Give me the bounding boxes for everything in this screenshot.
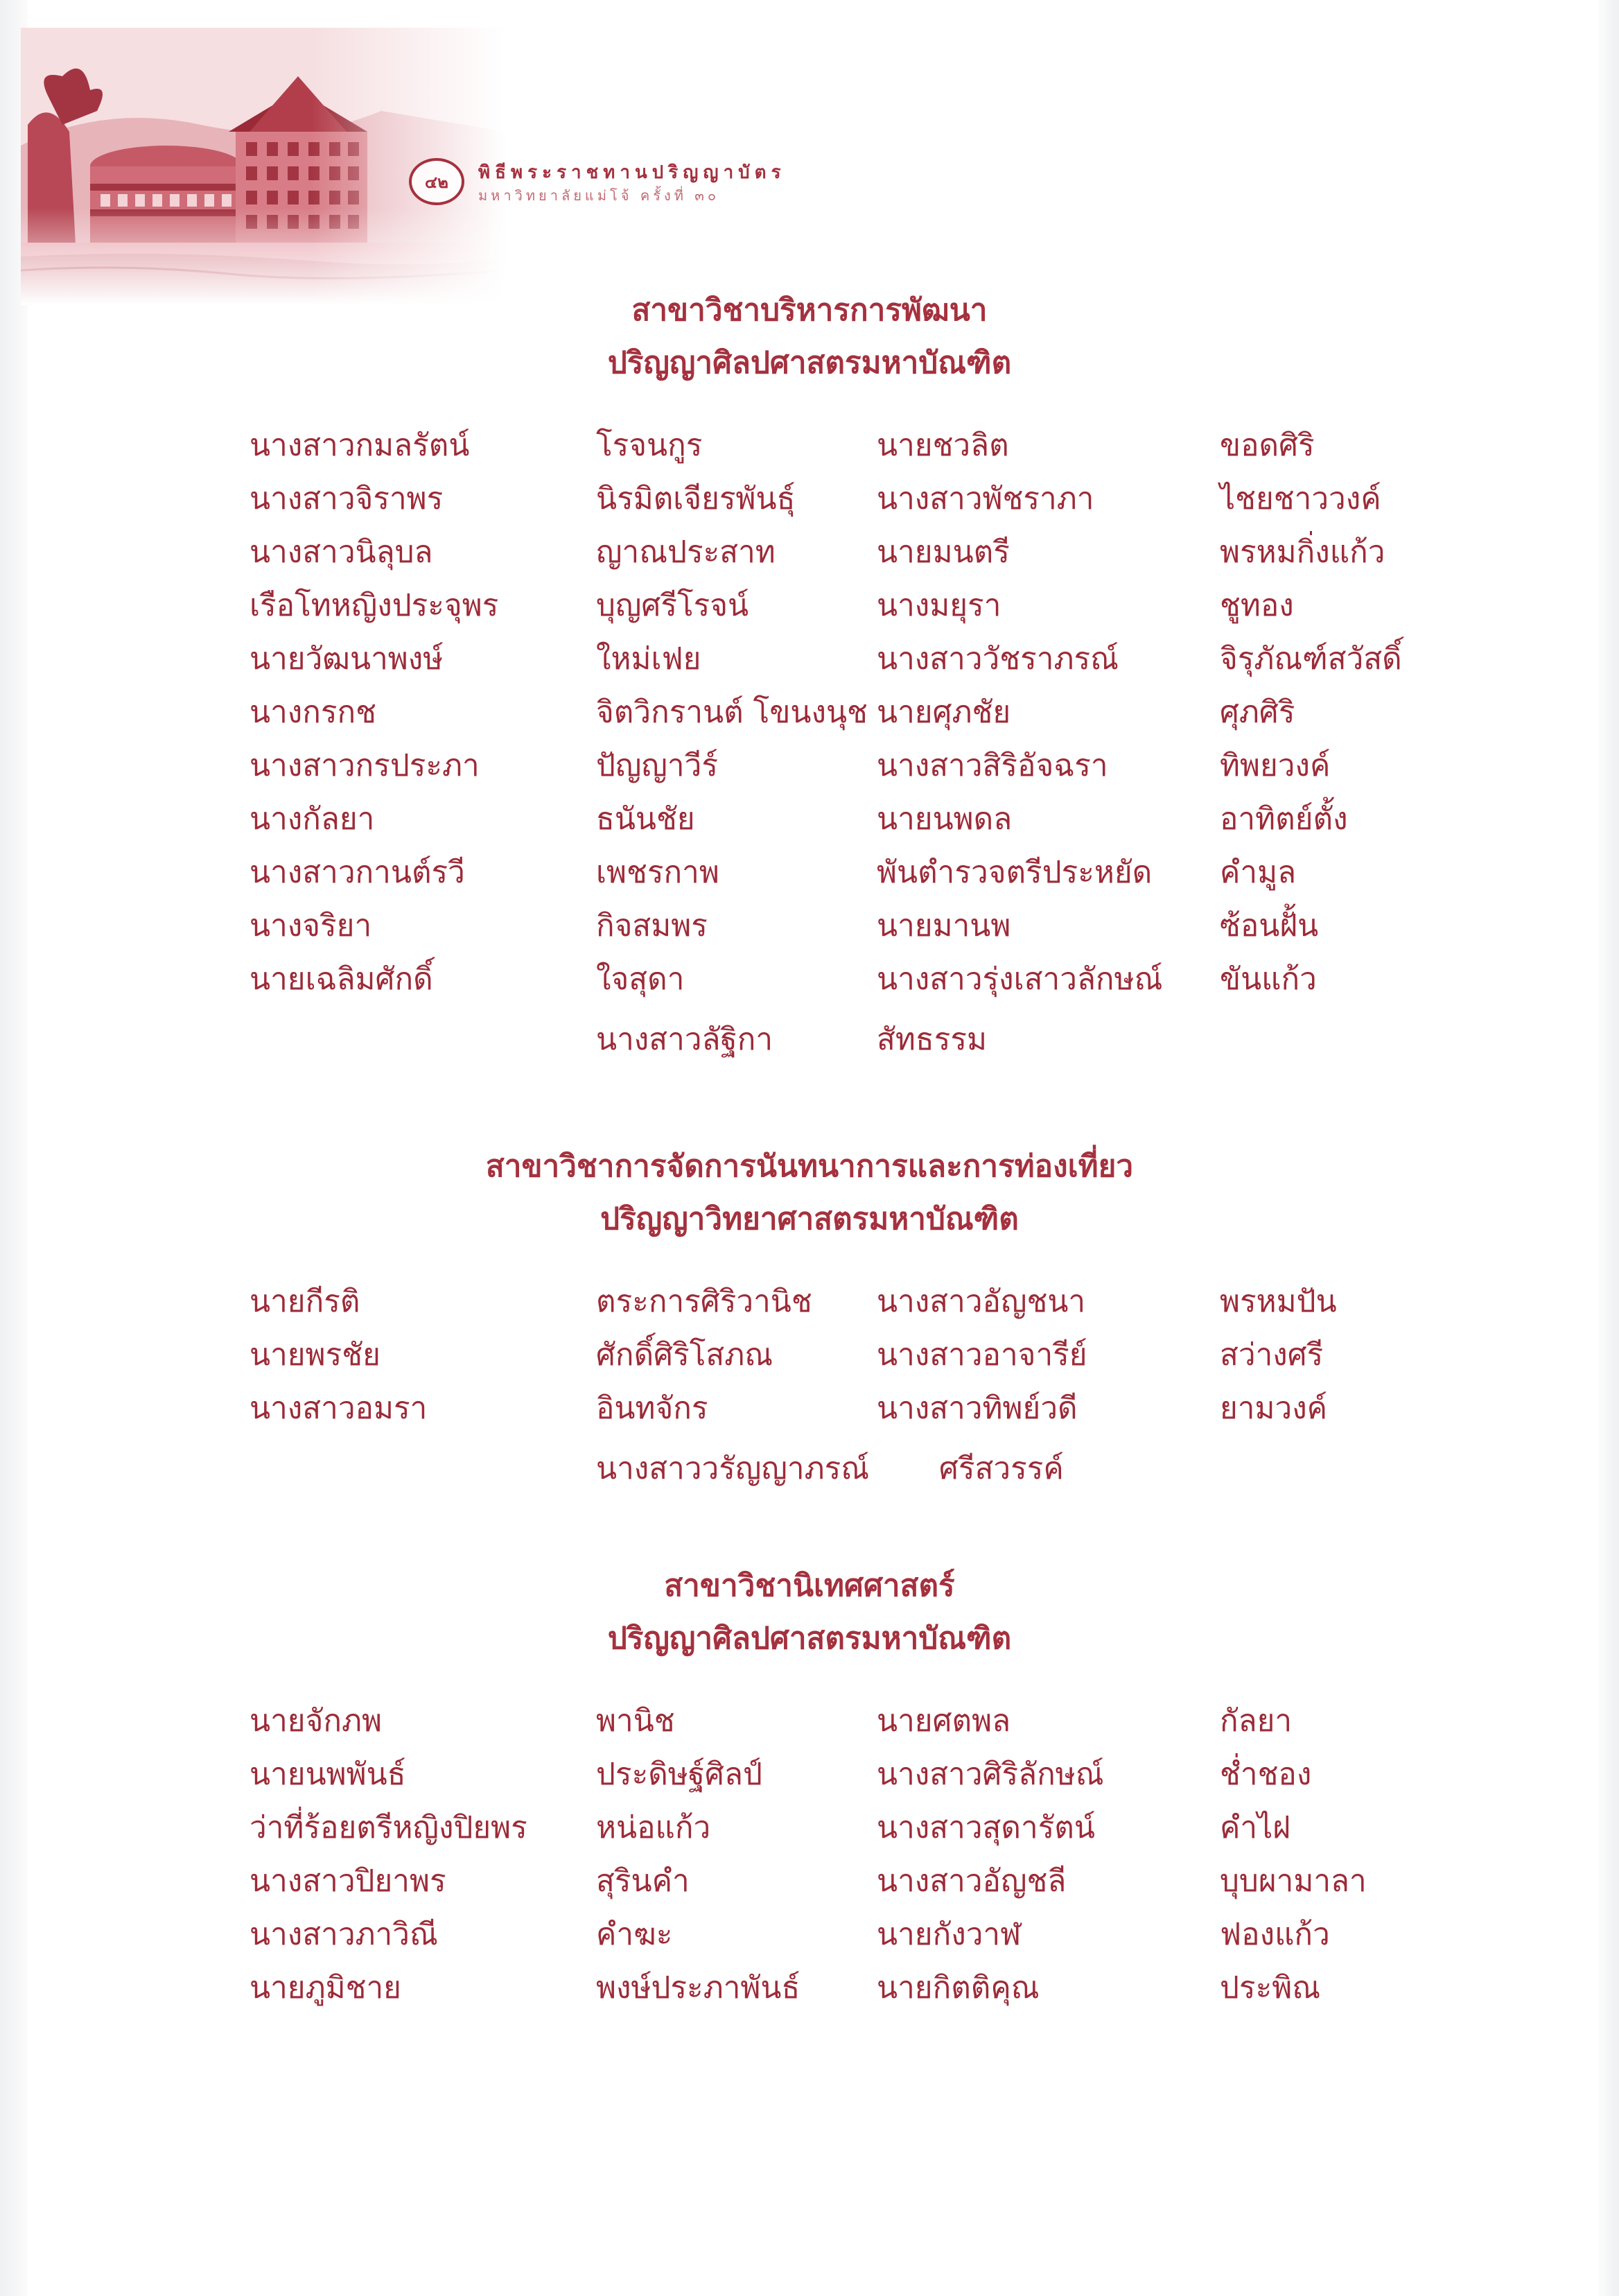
- graduate-first-name: นางสาวรุ่งเสาวลักษณ์: [877, 962, 1163, 997]
- graduate-first-name: นางสาวจิราพร: [250, 481, 444, 516]
- graduate-first-name: นายวัฒนาพงษ์: [250, 641, 444, 677]
- graduate-surname: ศรีสวรรค์: [939, 1451, 1064, 1486]
- graduate-surname: ขอดศิริ: [1220, 428, 1315, 463]
- graduate-first-name: นายกิตติคุณ: [877, 1970, 1040, 2006]
- graduate-surname: จิตวิกรานต์ โขนงนุช: [596, 695, 868, 730]
- graduate-surname: คำไฝ: [1220, 1810, 1291, 1845]
- graduate-surname: ทิพยวงค์: [1220, 748, 1331, 783]
- graduate-first-name: นายกีรติ: [250, 1284, 360, 1319]
- graduate-surname: สัทธรรม: [877, 1022, 987, 1057]
- graduate-first-name: นางสาวปิยาพร: [250, 1863, 446, 1899]
- graduate-row: [0, 739, 1619, 792]
- graduate-surname: ยามวงค์: [1220, 1391, 1328, 1426]
- graduate-row: [0, 1908, 1619, 1961]
- graduate-surname: ฟองแก้ว: [1220, 1917, 1330, 1952]
- graduate-first-name: นางสาวศิริลักษณ์: [877, 1757, 1104, 1792]
- graduate-surname: โรจนกูร: [596, 428, 703, 463]
- graduate-surname: เพชรกาพ: [596, 855, 719, 890]
- graduate-row: [0, 1854, 1619, 1908]
- graduate-first-name: นายกังวาฬ: [877, 1917, 1022, 1952]
- graduate-row: [0, 1382, 1619, 1435]
- graduate-row: [0, 1748, 1619, 1801]
- section-degree-title: ปริญญาวิทยาศาสตรมหาบัณฑิต: [600, 1201, 1019, 1237]
- ceremony-subtitle: มหาวิทยาลัยแม่โจ้ ครั้งที่ ๓๐: [478, 187, 720, 204]
- graduate-first-name: พันตำรวจตรีประหยัด: [877, 855, 1153, 890]
- graduate-surname: คำมูล: [1220, 855, 1297, 890]
- graduate-first-name: นายมนตรี: [877, 534, 1010, 570]
- graduate-first-name: นางสาวนิลุบล: [250, 534, 433, 570]
- graduate-surname: ตระการศิริวานิช: [596, 1284, 812, 1319]
- graduate-surname: ธนันชัย: [596, 801, 695, 837]
- graduate-first-name: นายภูมิชาย: [250, 1970, 401, 2006]
- graduate-surname: คำฆะ: [596, 1917, 673, 1952]
- graduate-surname: กิจสมพร: [596, 908, 708, 943]
- graduate-first-name: เรือโทหญิงประจุพร: [250, 588, 499, 623]
- graduate-row: [0, 1961, 1619, 2015]
- page-number-badge: ๔๒: [409, 158, 464, 205]
- section-field-title: สาขาวิชานิเทศศาสตร์: [664, 1568, 955, 1603]
- graduate-first-name: นางสาวอัญชลี: [877, 1863, 1067, 1899]
- graduate-list: [0, 419, 1619, 1059]
- graduate-surname: ประพิณ: [1220, 1970, 1321, 2006]
- graduate-first-name: นายเฉลิมศักดิ์: [250, 962, 433, 997]
- graduate-row: [0, 1801, 1619, 1854]
- graduate-surname: นิรมิตเจียรพันธุ์: [596, 481, 796, 516]
- graduate-surname: อินทจักร: [596, 1391, 708, 1426]
- graduate-row-extra: [0, 1435, 1619, 1488]
- graduate-row: [0, 792, 1619, 846]
- graduate-first-name: นายศตพล: [877, 1703, 1011, 1739]
- graduate-surname: จิรุภัณฑ์สวัสดิ์: [1220, 641, 1402, 677]
- section-recreation-tourism: [0, 1140, 1619, 1488]
- graduate-first-name: นางกัลยา: [250, 801, 375, 837]
- graduate-first-name: นางสาวภาวิณี: [250, 1917, 438, 1952]
- section-development-administration: [0, 284, 1619, 1059]
- graduate-first-name: นางสาวสุดารัตน์: [877, 1810, 1095, 1845]
- graduate-surname: ศุภศิริ: [1220, 695, 1295, 730]
- graduate-first-name: นายศุภชัย: [877, 695, 1011, 730]
- section-degree-title: ปริญญาศิลปศาสตรมหาบัณฑิต: [607, 345, 1012, 381]
- graduate-surname: หน่อแก้ว: [596, 1810, 711, 1845]
- graduate-surname: ชูทอง: [1220, 588, 1294, 623]
- graduate-first-name: นางสาวอมรา: [250, 1391, 428, 1426]
- graduate-row: [0, 1328, 1619, 1382]
- graduate-first-name: นางสาวกรประภา: [250, 748, 480, 783]
- section-degree-title: ปริญญาศิลปศาสตรมหาบัณฑิต: [607, 1621, 1012, 1656]
- graduate-surname: บุญศรีโรจน์: [596, 588, 749, 623]
- graduate-first-name: นางสาวอัญชนา: [877, 1284, 1086, 1319]
- graduate-surname: อาทิตย์ตั้ง: [1220, 801, 1348, 837]
- graduate-surname: พรหมกิ่งแก้ว: [1220, 534, 1385, 570]
- graduate-row: [0, 472, 1619, 525]
- section-field-title: สาขาวิชาบริหารการพัฒนา: [631, 293, 988, 328]
- graduate-row: [0, 846, 1619, 899]
- graduate-row: [0, 953, 1619, 1006]
- graduate-row: [0, 632, 1619, 686]
- graduate-surname: ประดิษฐ์ศิลป์: [596, 1757, 762, 1792]
- graduate-surname: ใจสุดา: [596, 962, 685, 997]
- graduate-first-name: นางสาววรัญญาภรณ์: [596, 1451, 870, 1486]
- graduate-list: [0, 1694, 1619, 2015]
- graduate-surname: ไชยชาววงค์: [1220, 481, 1381, 516]
- graduate-first-name: นายชวลิต: [877, 428, 1009, 463]
- graduate-surname: พานิช: [596, 1703, 675, 1739]
- graduate-first-name: นางกรกช: [250, 695, 377, 730]
- graduate-first-name: นางสาวกมลรัตน์: [250, 428, 470, 463]
- graduate-first-name: นายมานพ: [877, 908, 1011, 943]
- graduate-row-extra: [0, 1006, 1619, 1059]
- graduate-row: [0, 1275, 1619, 1328]
- graduate-list: [0, 1275, 1619, 1488]
- graduate-first-name: นายจักภพ: [250, 1703, 382, 1739]
- graduate-first-name: นายนพพันธ์: [250, 1757, 406, 1792]
- graduate-first-name: นางสาววัชราภรณ์: [877, 641, 1119, 677]
- graduate-row: [0, 525, 1619, 579]
- section-communication-arts: [0, 1560, 1619, 2015]
- graduate-surname: สว่างศรี: [1220, 1337, 1324, 1373]
- graduate-first-name: นางมยุรา: [877, 588, 1001, 623]
- graduate-row: [0, 1694, 1619, 1748]
- graduate-surname: พงษ์ประภาพันธ์: [596, 1970, 800, 2006]
- section-field-title: สาขาวิชาการจัดการนันทนาการและการท่องเที่ยว: [485, 1149, 1134, 1184]
- graduate-surname: ใหม่เฟย: [596, 641, 701, 677]
- graduate-first-name: ว่าที่ร้อยตรีหญิงปิยพร: [250, 1810, 527, 1845]
- graduate-surname: ซ้อนฝั้น: [1220, 908, 1319, 943]
- ceremony-title: พิธีพระราชทานปริญญาบัตร: [478, 162, 786, 183]
- graduate-surname: ญาณประสาท: [596, 534, 776, 570]
- graduate-first-name: นายพรชัย: [250, 1337, 380, 1373]
- graduate-surname: ช่ำชอง: [1220, 1757, 1312, 1792]
- graduate-surname: ปัญญาวีร์: [596, 748, 718, 783]
- graduate-surname: พรหมปัน: [1220, 1284, 1337, 1319]
- graduate-surname: ขันแก้ว: [1220, 962, 1317, 997]
- graduate-surname: สุรินคำ: [596, 1863, 690, 1899]
- graduate-row: [0, 419, 1619, 472]
- graduate-surname: บุบผามาลา: [1220, 1863, 1367, 1899]
- graduate-row: [0, 579, 1619, 632]
- graduate-first-name: นางสาวลัฐิกา: [596, 1022, 773, 1057]
- graduate-first-name: นางสาวพัชราภา: [877, 481, 1094, 516]
- graduate-first-name: นางสาวสิริอัจฉรา: [877, 748, 1108, 783]
- graduate-first-name: นางจริยา: [250, 908, 372, 943]
- graduate-first-name: นางสาวอาจารีย์: [877, 1337, 1087, 1373]
- graduate-surname: กัลยา: [1220, 1703, 1293, 1739]
- graduate-first-name: นางสาวกานต์รวี: [250, 855, 465, 890]
- graduate-surname: ศักดิ์ศิริโสภณ: [596, 1337, 773, 1373]
- graduate-row: [0, 899, 1619, 953]
- graduate-first-name: นายนพดล: [877, 801, 1013, 837]
- graduate-row: [0, 686, 1619, 739]
- graduate-first-name: นางสาวทิพย์วดี: [877, 1391, 1078, 1426]
